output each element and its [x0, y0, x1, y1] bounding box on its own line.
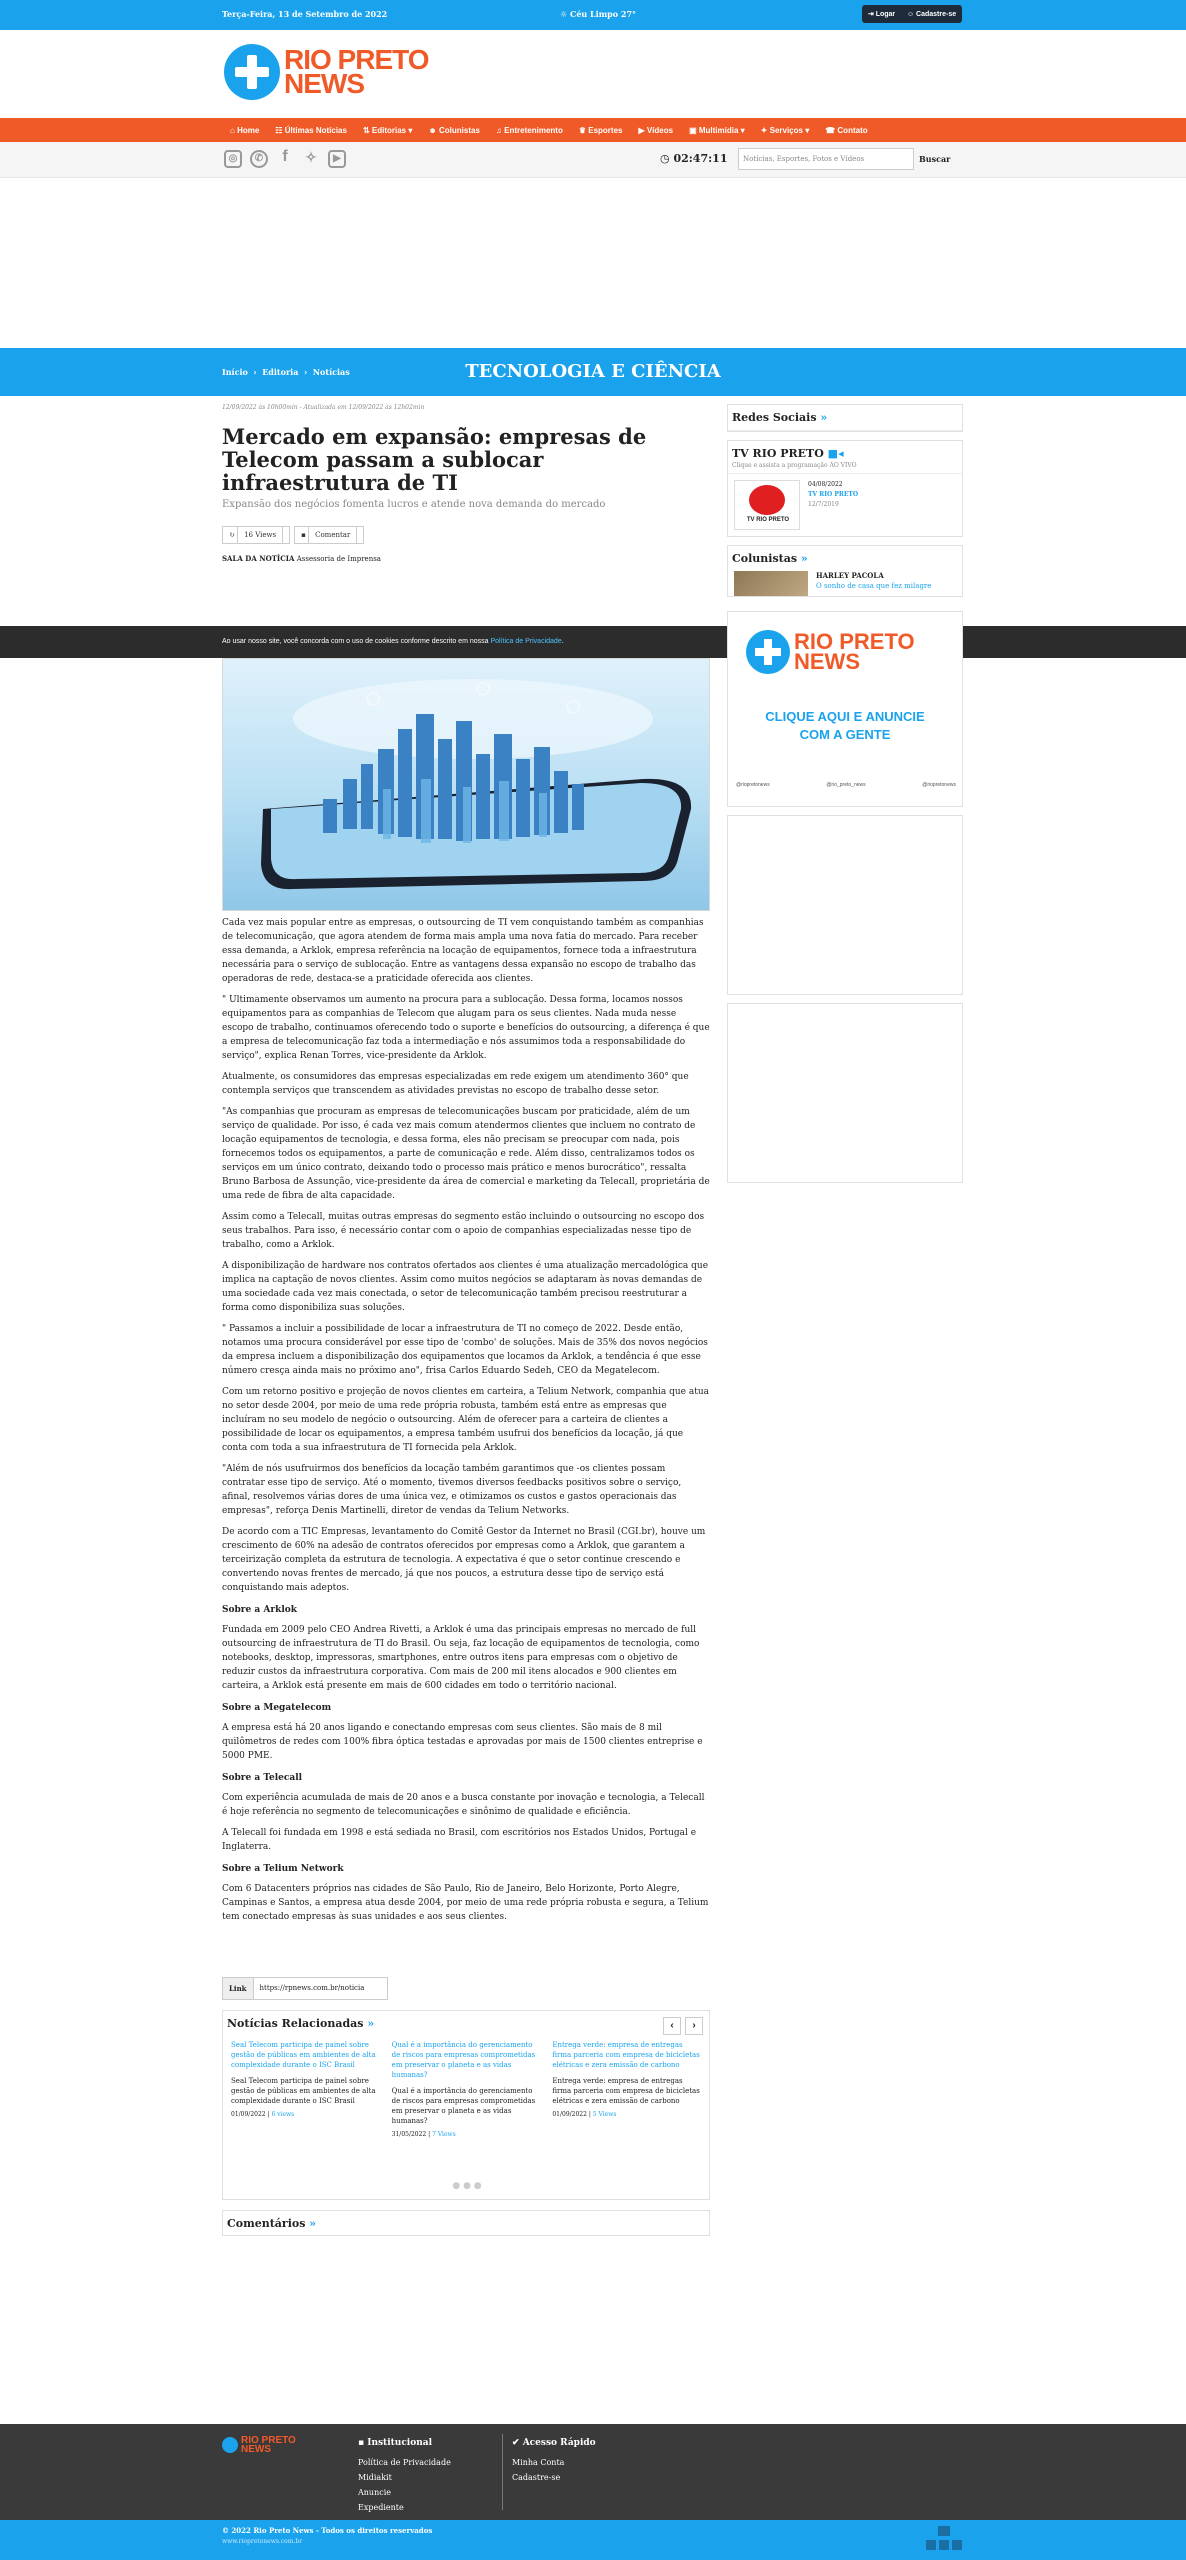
footer-link[interactable]: Expediente [358, 2503, 404, 2512]
nav-latest[interactable]: ☷ Últimas Notícias [275, 125, 347, 135]
article-image [222, 658, 710, 911]
ad-slot [727, 815, 963, 995]
article-paragraph: Com experiência acumulada de mais de 20 anos e a busca constante por inovação e tecnologia, a Telecall é hoje referência no segmento de telecomunicações e sinônimo de qualidade e eficiência. [222, 1793, 705, 1817]
footer-link[interactable]: Cadastre-se [512, 2473, 561, 2482]
article-paragraph: A disponibilização de hardware nos contratos ofertados aos clientes é uma atualização mercadológica que implica na captação de novos clientes. Assim como muitos negócios se adaptaram às novas demandas de uma sociedade cada vez mais conectada, o setor de telecomunicação também precisou reestruturar a forma como disponibiliza suas soluções. [222, 1261, 709, 1313]
site-logo[interactable]: RIO PRETO NEWS [224, 44, 429, 100]
sidebar [727, 404, 963, 1191]
search-input[interactable]: Notícias, Esportes, Fotos e Vídeos [738, 148, 914, 170]
article-paragraph: " Passamos a incluir a possibilidade de locar a infraestrutura de TI no começo de 2022. Desde então, notamos uma procura considerável por esse tipo de 'combo' de soluções. Mais de 35% dos novos negócios da empresa incluem a disponibilização dos equipamentos que locamos da Arklok, a tendência é que esse número cresça ainda mais no próximo ano", frisa Carlos Eduardo Sedeh, CEO da Megatelecom. [222, 1324, 708, 1376]
top-bar [0, 0, 1186, 30]
advertise-banner[interactable]: RIO PRETO NEWS CLIQUE AQUI E ANUNCIE COM A GENTE @riopretonews @rio_preto_news @riopretonews [727, 611, 963, 807]
nav-multimidia[interactable]: ▣ Multimídia ▾ [689, 125, 745, 135]
register-button[interactable]: ☺ Cadastre-se [906, 10, 957, 18]
site-header [0, 30, 1186, 118]
columnist-item[interactable]: HARLEY PACOLA O sonho de casa que fez milagre [728, 571, 962, 597]
cookie-banner: Ao usar nosso site, você concorda com o uso de cookies conforme descrito em nossa Política de Privacidade. [0, 626, 1186, 658]
weather-info: ☼ Céu Limpo 27° [560, 9, 637, 19]
utility-bar [0, 142, 1186, 178]
comments-section: Comentários » [222, 2210, 710, 2236]
views-badge: ↻ 16 Views [222, 526, 290, 544]
footer-link[interactable]: Minha Conta [512, 2458, 565, 2467]
instagram-icon[interactable]: ◎ [224, 150, 242, 168]
privacy-link[interactable]: Política de Privacidade [490, 638, 562, 645]
article-paragraph: A empresa está há 20 anos ligando e conectando empresas com seus clientes. São mais de 8 mil quilômetros de redes com 100% fibra óptica testadas e aprovadas por mais de 1500 clientes entreprise e 5000 PME. [222, 1723, 703, 1761]
facebook-icon[interactable]: f [282, 148, 288, 165]
nav-home[interactable]: ⌂ Home [230, 125, 260, 135]
columnists-widget: Colunistas » HARLEY PACOLA O sonho de casa que fez milagre [727, 545, 963, 597]
carousel-dots[interactable]: ● ● ● [452, 2181, 482, 2191]
section-heading: Sobre a Telecall [222, 1773, 303, 1783]
section-heading: Sobre a Telium Network [222, 1864, 344, 1874]
article-paragraph: Fundada em 2009 pelo CEO Andrea Rivetti, a Arklok é uma das principais empresas no mercado de full outsourcing de infraestrutura de TI do Brasil. Ou seja, faz locação de equipamentos de tecnologia, como notebooks, desktop, impressoras, smartphones, entre outros itens para empresas com o objetivo de reduzir custos da infraestrutura corporativa. Com mais de 200 mil itens alocados e 900 clientes em carteira, a Arklok está presente em mais de 600 cidades em todo o território nacional. [222, 1625, 700, 1691]
whatsapp-icon[interactable]: ✆ [250, 150, 268, 168]
next-arrow-icon[interactable]: › [685, 2017, 703, 2035]
developer-logo-icon [926, 2524, 962, 2556]
clock: ◷ 02:47:11 [660, 152, 728, 165]
current-date: Terça-Feira, 13 de Setembro de 2022 [222, 9, 388, 19]
short-link-url[interactable]: https://rpnews.com.br/noticia [259, 1984, 365, 1992]
social-widget: Redes Sociais » [727, 404, 963, 432]
footer [0, 2424, 1186, 2520]
smartphone-city-illustration [223, 659, 710, 911]
nav-editorias[interactable]: ⇅ Editorias ▾ [362, 125, 413, 135]
related-news: Notícias Relacionadas » ‹ › Seal Telecom participa de painel sobre gestão de públicas em ambientes de alta complexidade durante o ISC Brasil Seal Telecom participa de painel sobre gestão de públicas em ambientes de alta complexidade durante o ISC Brasil 01/09/2022 | 6 views Qual é a importância do gerenciamento de riscos para empresas comprometidas em preservar o planeta e as vidas humanas? Qual é a importância do gerenciamento de riscos para empresas comprometidas em preservar o planeta e as vidas humanas? 31/05/2022 | 7 Views Entrega verde: empresa de entregas firma parceria com empresa de bicicletas elétricas e zera emissão de carbono Entrega verde: empresa de entregas firma parceria com empresa de bicicletas elétricas e zera emissão de carbono 01/09/2022 | 5 Views ● ● ● [222, 2010, 710, 2200]
auth-buttons [862, 5, 962, 23]
article-footer [222, 1977, 710, 2236]
article-paragraph: Com 6 Datacenters próprios nas cidades de São Paulo, Rio de Janeiro, Belo Horizonte, Porto Alegre, Campinas e Santos, a empresa atua desde 2004, por meio de uma rede própria robusta e segura, a Telium tem conectado empresas às suas unidades e aos seus clientes. [222, 1884, 709, 1922]
tv-thumbnail: TV RIO PRETO [734, 480, 800, 530]
crumb-noticias[interactable]: Notícias [312, 367, 350, 377]
nav-esportes[interactable]: ♛ Esportes [578, 125, 623, 135]
footer-link[interactable]: Midiakit [358, 2473, 392, 2482]
search-button[interactable]: Buscar [915, 148, 953, 170]
crumb-home[interactable]: Início [222, 367, 248, 377]
footer-quick-access: ✔ Acesso Rápido Minha Conta Cadastre-se [512, 2436, 596, 2485]
article-subtitle: Expansão dos negócios fomenta lucros e atende nova demanda do mercado [222, 499, 606, 510]
article-paragraph: De acordo com a TIC Empresas, levantamento do Comitê Gestor da Internet no Brasil (CGI.br), houve um crescimento de 60% na adesão de contratos oferecidos por empresas como a Arklok, que garantem a terceirização completa da estrutura de tecnologia. A expectativa é que o setor continue crescendo e convertendo novas frentes de mercado, já que nos poucos, a estrutura desse tipo de serviço está conquistando mais adeptos. [222, 1527, 706, 1593]
article-paragraph: "Além de nós usufruirmos dos benefícios da locação também garantimos que -os clientes possam contratar esse tipo de serviço. Até o momento, tivemos diversos feedbacks positivos sobre o serviço, afinal, resolvemos várias dores de uma única vez, e otimizamos os custos e gastos operacionais das empresas", reforça Denis Martinelli, diretor de vendas da Telium Networks. [222, 1464, 682, 1516]
footer-link[interactable]: Anuncie [358, 2488, 392, 2497]
comment-button[interactable]: ▪ Comentar [294, 526, 364, 544]
footer-link[interactable]: Política de Privacidade [358, 2458, 451, 2467]
article-title: Mercado em expansão: empresas de Telecom passam a sublocar infraestrutura de TI [222, 424, 647, 495]
prev-arrow-icon[interactable]: ‹ [663, 2017, 681, 2035]
footer-logo[interactable]: RIO PRETO NEWS [222, 2436, 296, 2454]
breadcrumb: Início › Editoria › Notícias [222, 367, 350, 377]
article-author: SALA DA NOTÍCIA Assessoria de Imprensa [222, 554, 381, 563]
video-camera-icon: ■◂ [827, 447, 844, 460]
logo-cross-icon [224, 44, 280, 100]
logo-cross-icon [746, 630, 790, 674]
section-heading: Sobre a Megatelecom [222, 1703, 332, 1713]
article-paragraph: Cada vez mais popular entre as empresas, o outsourcing de TI vem conquistando também as companhias de telecomunicação, que agora atendem de forma mais ampla uma nova fatia do mercado. Para receber essa demanda, a Arklok, empresa referência na locação de equipamentos, fornece toda a infraestrutura necessária para o serviço de sublocação. Entre as vantagens dessa expansão no escopo de trabalho das operadoras de rede, destaca-se a praticidade oferecida aos clientes. [222, 918, 704, 984]
article-body [222, 916, 710, 1931]
related-item[interactable]: Seal Telecom participa de painel sobre gestão de públicas em ambientes de alta complexidade durante o ISC Brasil Seal Telecom participa de painel sobre gestão de públicas em ambientes de alta complexidade durante o ISC Brasil 01/09/2022 | 6 views [231, 2041, 376, 2118]
ad-slot [727, 1003, 963, 1183]
youtube-icon[interactable]: ▶ [328, 150, 346, 168]
article-header [222, 404, 710, 563]
related-item[interactable]: Qual é a importância do gerenciamento de riscos para empresas comprometidas em preservar o planeta e as vidas humanas? Qual é a importância do gerenciamento de riscos para empresas comprometidas em preservar o planeta e as vidas humanas? 31/05/2022 | 7 Views [391, 2041, 536, 2138]
article-paragraph: " Ultimamente observamos um aumento na procura para a sublocação. Dessa forma, locamos nossos equipamentos para as companhias de Telecom que alugam para os seus clientes. Nada muda nesse escopo de trabalho, continuamos oferecendo todo o suporte e benefícios do outsourcing, a diferença é que a empresa de telecomunicação faz toda a intermediação e nós assumimos toda a responsabilidade do serviço", explica Renan Torres, vice-presidente da Arklok. [222, 995, 710, 1061]
footer-institutional: ▪ Institucional Política de Privacidade Midiakit Anuncie Expediente [358, 2436, 451, 2515]
tv-item[interactable]: TV RIO PRETO 04/08/2022 TV RIO PRETO 12/7/2019 [728, 474, 962, 536]
article-paragraph: A Telecall foi fundada em 1998 e está sediada no Brasil, com escritórios nos Estados Unidos, Portugal e Inglaterra. [222, 1828, 697, 1852]
related-item[interactable]: Entrega verde: empresa de entregas firma parceria com empresa de bicicletas elétricas e zera emissão de carbono Entrega verde: empresa de entregas firma parceria com empresa de bicicletas elétricas e zera emissão de carbono 01/09/2022 | 5 Views [552, 2041, 700, 2118]
social-links [224, 150, 346, 168]
crumb-editoria[interactable]: Editoria [262, 367, 299, 377]
nav-servicos[interactable]: ✦ Serviços ▾ [760, 125, 810, 135]
tv-widget: TV RIO PRETO ■◂ Clique e assista a programação AO VIVO TV RIO PRETO 04/08/2022 TV RIO PRETO 12/7/2019 [727, 440, 963, 537]
nav-videos[interactable]: ▶ Vídeos [638, 125, 674, 135]
twitter-icon[interactable]: ✧ [305, 149, 317, 165]
login-button[interactable]: ⇥ Logar [867, 11, 896, 18]
section-heading: Sobre a Arklok [222, 1605, 297, 1615]
short-link: Link https://rpnews.com.br/noticia [222, 1977, 388, 2000]
copyright: © 2022 Rio Preto News - Todos os direitos reservados [222, 2526, 433, 2535]
footer-bottom [0, 2520, 1186, 2560]
main-nav [0, 118, 1186, 142]
article-paragraph: "As companhias que procuram as empresas de telecomunicações buscam por praticidade, além de um serviço de qualidade. Por isso, é cada vez mais comum atendermos clientes que incluem no contrato de locação equipamentos de tecnologia, e dessa forma, eles não precisam se preocupar com nada, pois fornecemos todos os equipamentos, a parte de comunicação e rede. Além disso, centralizamos todos os serviços em um único contrato, deixando todo o processo mais prático e menos burocrático", ressalta Bruno Barbosa de Assunção, vice-presidente da área de comercial e marketing da Telecall, proprietária de uma rede de fibra de alta capacidade. [222, 1107, 710, 1201]
nav-entretenimento[interactable]: ♫ Entretenimento [495, 125, 563, 135]
logo-cross-icon [222, 2437, 238, 2453]
columnist-photo [734, 571, 808, 597]
nav-colunistas[interactable]: ☻ Colunistas [428, 125, 480, 135]
category-bar [0, 348, 1186, 396]
article-paragraph: Com um retorno positivo e projeção de novos clientes em carteira, a Telium Network, companhia que atua no setor desde 2004, por meio de uma rede própria robusta, também está entre as empresas que incluíram no seu modelo de negócio o outsourcing. Além de oferecer para a carteira de clientes a possibilidade de locar os equipamentos, a empresa também usufrui dos benefícios da locação, já que conta com toda a sua infraestrutura de TI fornecida pela Arklok. [222, 1387, 709, 1453]
article-paragraph: Atualmente, os consumidores das empresas especializadas em rede exigem um atendimento 360° que contempla serviços que transcendem as atividades previstas no escopo de trabalho desse setor. [222, 1072, 689, 1096]
category-title: TECNOLOGIA E CIÊNCIA [465, 361, 721, 382]
article-stats [222, 526, 710, 544]
article-meta: 12/09/2022 às 10h00min - Atualizada em 12/09/2022 às 12h02min [222, 404, 425, 411]
nav-contato[interactable]: ☎ Contato [825, 125, 868, 135]
top-ad-space [0, 178, 1186, 348]
site-url: www.riopretonews.com.br [222, 2538, 303, 2545]
article-paragraph: Assim como a Telecall, muitas outras empresas do segmento estão incluindo o outsourcing no escopo dos seus trabalhos. Para isso, é necessário contar com o apoio de companhias especializadas nesse tipo de trabalho, como a Arklok. [222, 1212, 705, 1250]
